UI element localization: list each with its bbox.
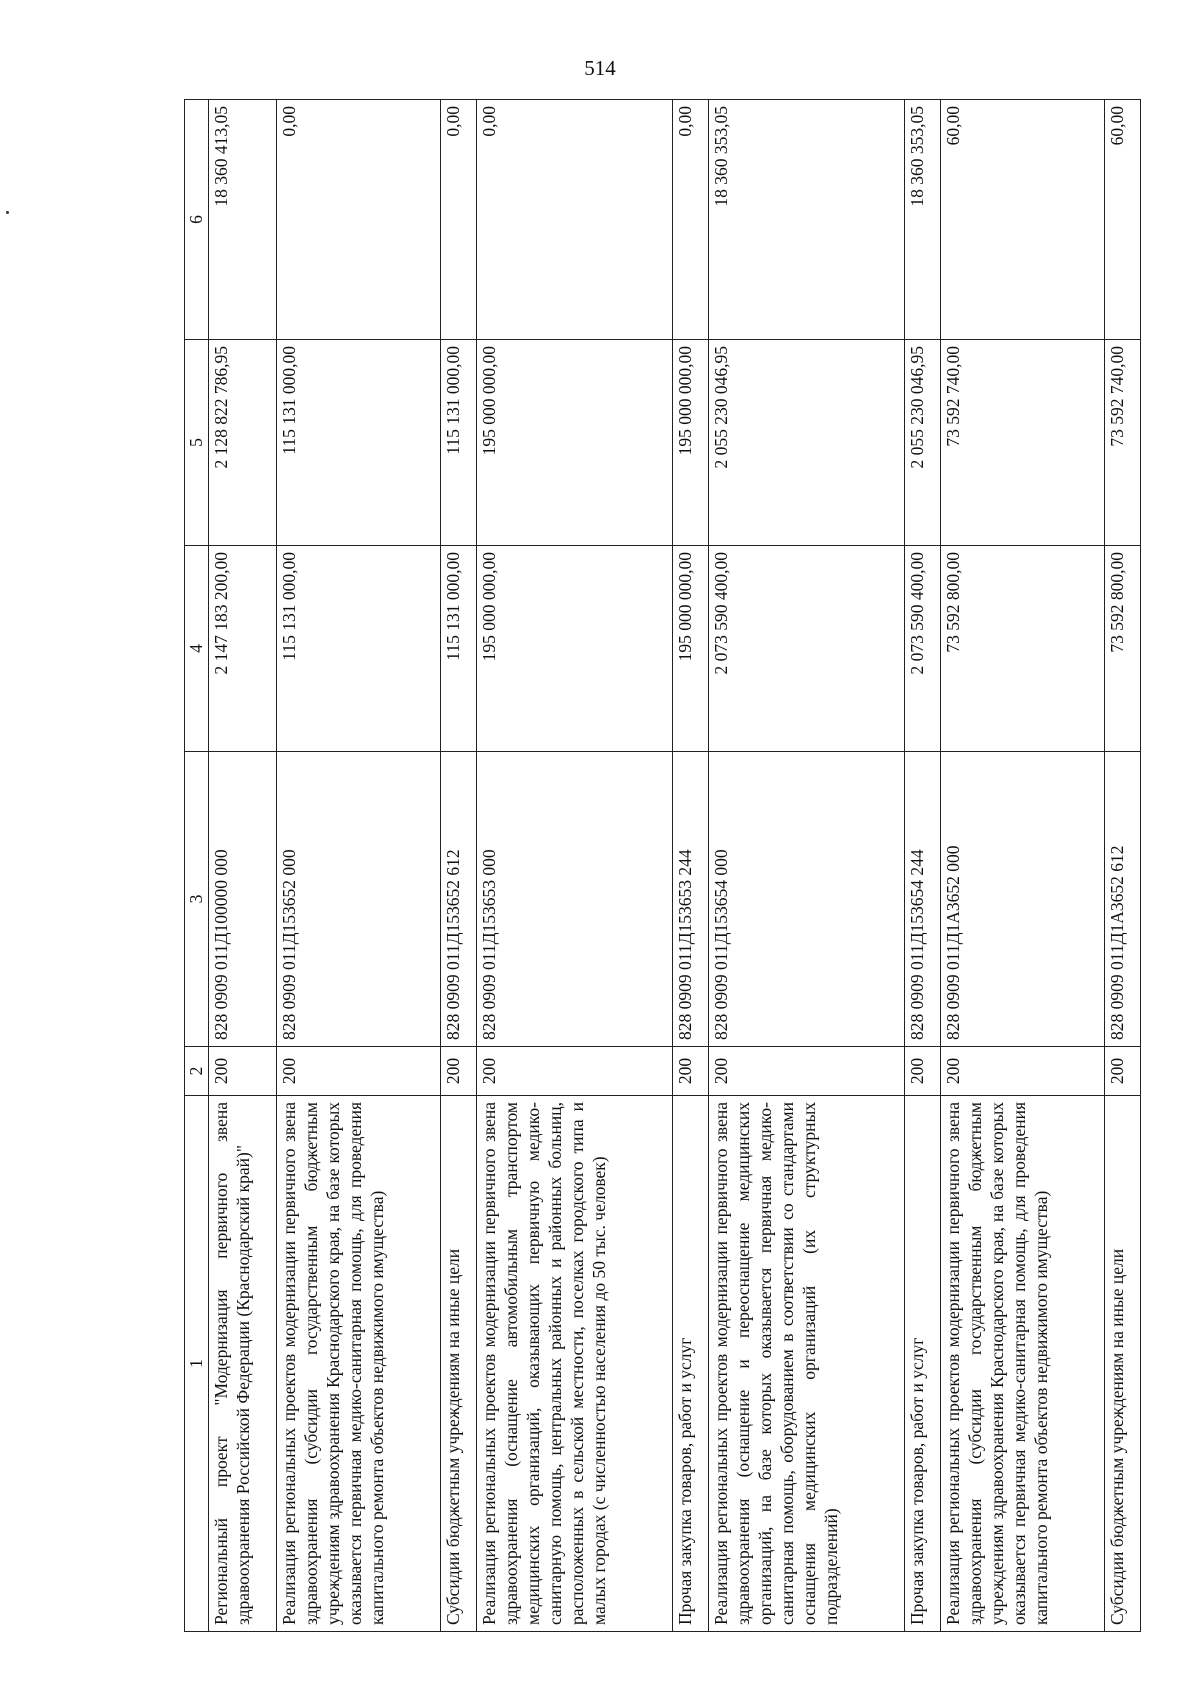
row-admin-cell: 200: [672, 1047, 708, 1096]
row-name-cell: Прочая закупка товаров, работ и услуг: [904, 1096, 940, 1632]
row-admin-cell: 200: [940, 1047, 1104, 1096]
row-value-col5: 2 055 230 046,95: [904, 340, 940, 546]
table-row: [940, 100, 1104, 1632]
table-row: [709, 100, 905, 1632]
row-value-col6: 60,00: [1104, 100, 1140, 340]
row-value-col4: 115 131 000,00: [440, 546, 476, 752]
col-header-2: 2: [185, 1047, 209, 1096]
col-header-5: 5: [185, 340, 209, 546]
row-value-col6: 18 360 353,05: [709, 100, 905, 340]
row-value-col4: 73 592 800,00: [1104, 546, 1140, 752]
row-admin-cell: 200: [277, 1047, 441, 1096]
row-code-cell: 828 0909 011Д153654 244: [904, 752, 940, 1047]
row-code-cell: 828 0909 011Д153654 000: [709, 752, 905, 1047]
row-name-cell: Региональный проект "Модернизация первичного звена здравоохранения Российской Федерации (Краснодарский край)": [209, 1096, 277, 1632]
table-row: [672, 100, 708, 1632]
row-value-col4: 2 073 590 400,00: [709, 546, 905, 752]
row-name-cell: Прочая закупка товаров, работ и услуг: [672, 1096, 708, 1632]
row-value-col4: 195 000 000,00: [477, 546, 673, 752]
row-admin-cell: 200: [440, 1047, 476, 1096]
row-value-col5: 2 128 822 786,95: [209, 340, 277, 546]
row-code-cell: 828 0909 011Д153653 244: [672, 752, 708, 1047]
row-value-col5: 115 131 000,00: [277, 340, 441, 546]
row-value-col4: 115 131 000,00: [277, 546, 441, 752]
row-value-col6: 0,00: [477, 100, 673, 340]
row-value-col5: 195 000 000,00: [477, 340, 673, 546]
row-value-col6: 0,00: [440, 100, 476, 340]
row-code-cell: 828 0909 011Д153652 612: [440, 752, 476, 1047]
col-header-4: 4: [185, 546, 209, 752]
row-code-cell: 828 0909 011Д153653 000: [477, 752, 673, 1047]
row-code-cell: 828 0909 011Д153652 000: [277, 752, 441, 1047]
row-code-cell: 828 0909 011Д1А3652 612: [1104, 752, 1140, 1047]
table-header-row: [185, 100, 209, 1632]
row-value-col4: 195 000 000,00: [672, 546, 708, 752]
row-admin-cell: 200: [477, 1047, 673, 1096]
row-code-cell: 828 0909 011Д1А3652 000: [940, 752, 1104, 1047]
table-row: [1104, 100, 1140, 1632]
row-value-col4: 73 592 800,00: [940, 546, 1104, 752]
row-value-col5: 2 055 230 046,95: [709, 340, 905, 546]
row-name-cell: Реализация региональных проектов модернизации первичного звена здравоохранения (оснащение автомобильным транспортом медицинских организаций, оказывающих первичную медико-санитарную помощь, центральных районных и районных больниц, расположенных в сельской местности, поселках городского типа и малых городах (с численностью населения до 50 тыс. человек): [477, 1096, 673, 1632]
table-row: [477, 100, 673, 1632]
budget-table-region: [184, 100, 1141, 1632]
row-value-col6: 60,00: [940, 100, 1104, 340]
table-body: [209, 100, 1141, 1632]
row-name-cell: Реализация региональных проектов модернизации первичного звена здравоохранения (субсидии государственным бюджетным учреждениям здравоохранения Краснодарского края, на базе которых оказывается первичная медико-санитарная помощь, для проведения капитального ремонта объектов недвижимого имущества): [940, 1096, 1104, 1632]
row-value-col5: 115 131 000,00: [440, 340, 476, 546]
row-value-col4: 2 147 183 200,00: [209, 546, 277, 752]
budget-table: [184, 99, 1141, 1632]
row-value-col5: 73 592 740,00: [940, 340, 1104, 546]
row-admin-cell: 200: [1104, 1047, 1140, 1096]
row-value-col5: 73 592 740,00: [1104, 340, 1140, 546]
row-admin-cell: 200: [904, 1047, 940, 1096]
row-name-cell: Реализация региональных проектов модернизации первичного звена здравоохранения (оснащение и переоснащение медицинских организаций, на базе которых оказывается первичная медико-санитарная помощь, оборудованием в соответствии со стандартами оснащения медицинских организаций (их структурных подразделений): [709, 1096, 905, 1632]
row-admin-cell: 200: [209, 1047, 277, 1096]
row-value-col6: 0,00: [672, 100, 708, 340]
page-number: 514: [584, 56, 616, 80]
col-header-6: 6: [185, 100, 209, 340]
stray-dot: [6, 211, 9, 214]
col-header-1: 1: [185, 1096, 209, 1632]
row-value-col6: 0,00: [277, 100, 441, 340]
row-value-col5: 195 000 000,00: [672, 340, 708, 546]
row-value-col4: 2 073 590 400,00: [904, 546, 940, 752]
row-name-cell: Реализация региональных проектов модернизации первичного звена здравоохранения (субсидии государственным бюджетным учреждениям здравоохранения Краснодарского края, на базе которых оказывается первичная медико-санитарная помощь, для проведения капитального ремонта объектов недвижимого имущества): [277, 1096, 441, 1632]
row-value-col6: 18 360 413,05: [209, 100, 277, 340]
row-value-col6: 18 360 353,05: [904, 100, 940, 340]
table-row: [209, 100, 277, 1632]
col-header-3: 3: [185, 752, 209, 1047]
table-row: [277, 100, 441, 1632]
table-row: [440, 100, 476, 1632]
row-name-cell: Субсидии бюджетным учреждениям на иные цели: [1104, 1096, 1140, 1632]
table-row: [904, 100, 940, 1632]
row-code-cell: 828 0909 011Д100000 000: [209, 752, 277, 1047]
row-admin-cell: 200: [709, 1047, 905, 1096]
rotated-page-content: [184, 100, 1141, 1632]
row-name-cell: Субсидии бюджетным учреждениям на иные цели: [440, 1096, 476, 1632]
